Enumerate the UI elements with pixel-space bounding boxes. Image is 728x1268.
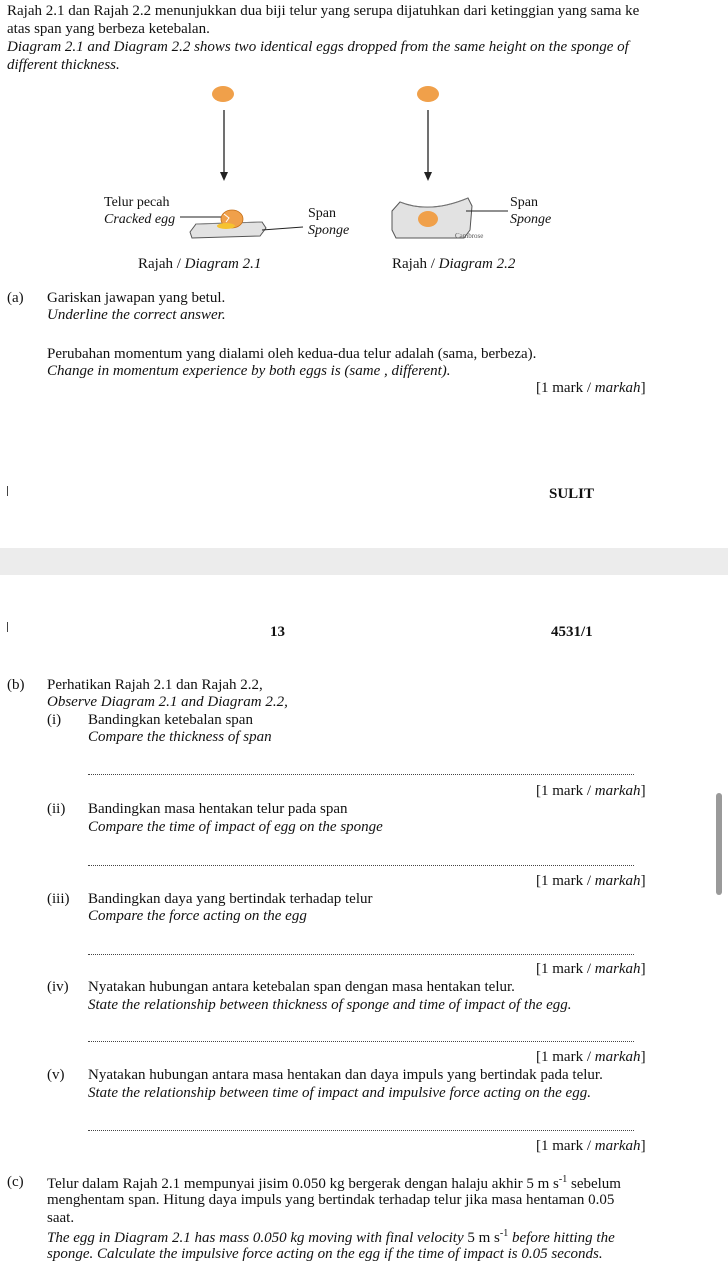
part-b-v-num: (v) — [47, 1067, 65, 1083]
page-edge-mark — [7, 486, 8, 496]
part-c-label: (c) — [7, 1174, 24, 1190]
sulit-footer: SULIT — [549, 486, 595, 502]
part-b-iii-num: (iii) — [47, 891, 70, 907]
label-left-sponge: Sponge — [308, 223, 350, 238]
part-c-bm-line2: menghentam span. Hitung daya impuls yang bertindak terhadap telur jika masa hentaman 0.05 — [47, 1192, 615, 1208]
part-b-ii-mark: [1 mark / markah] — [536, 873, 646, 889]
part-b-intro-bm: Perhatikan Rajah 2.1 dan Rajah 2.2, — [47, 677, 263, 693]
part-a-question-bm: Perubahan momentum yang dialami oleh kedua-dua telur adalah (sama, berbeza). — [47, 346, 537, 362]
part-b-iv-en: State the relationship between thickness of sponge and time of impact of the egg. — [88, 997, 572, 1013]
part-a-question-en: Change in momentum experience by both eggs is (same , different). — [47, 363, 451, 379]
intro-en-line1: Diagram 2.1 and Diagram 2.2 shows two identical eggs dropped from the same height on the sponge of — [7, 39, 629, 55]
falling-egg-right — [417, 86, 439, 102]
part-a-label: (a) — [7, 290, 24, 306]
intro-bm-line1: Rajah 2.1 dan Rajah 2.2 menunjukkan dua biji telur yang serupa dijatuhkan dari ketinggian yang sama ke — [7, 3, 640, 19]
label-right-span: Span — [510, 195, 538, 210]
caption-diagram-2-2: Rajah / Diagram 2.2 — [392, 256, 516, 272]
part-b-v-bm: Nyatakan hubungan antara masa hentakan dan daya impuls yang bertindak pada telur. — [88, 1067, 603, 1083]
intact-egg — [418, 211, 438, 227]
caption-diagram-2-1: Rajah / Diagram 2.1 — [138, 256, 262, 272]
part-b-iv-mark: [1 mark / markah] — [536, 1049, 646, 1065]
part-b-ii-en: Compare the time of impact of egg on the sponge — [88, 819, 383, 835]
answer-line-b-iv[interactable] — [88, 1041, 634, 1042]
part-b-label: (b) — [7, 677, 25, 693]
label-left-span: Span — [308, 206, 336, 221]
label-cracked-egg: Cracked egg — [104, 212, 176, 227]
part-c-bm-line3: saat. — [47, 1210, 75, 1226]
part-b-ii-bm: Bandingkan masa hentakan telur pada span — [88, 801, 348, 817]
label-right-sponge: Sponge — [510, 212, 552, 227]
part-b-iii-mark: [1 mark / markah] — [536, 961, 646, 977]
falling-egg-left — [212, 86, 234, 102]
part-c-bm-line1: Telur dalam Rajah 2.1 mempunyai jisim 0.050 kg bergerak dengan halaju akhir 5 m $s^{-1}$ sebelum — [47, 1174, 621, 1192]
scrollbar-thumb[interactable] — [716, 793, 722, 895]
part-b-ii-num: (ii) — [47, 801, 66, 817]
page-gap — [0, 548, 728, 575]
drop-arrowhead-left — [220, 172, 228, 181]
page-edge-mark-top — [7, 622, 8, 632]
answer-line-b-ii[interactable] — [88, 865, 634, 866]
intro-bm-line2: atas span yang berbeza ketebalan. — [7, 21, 210, 37]
sponge-brand: Cambrose — [455, 232, 484, 240]
pointer-left-sponge — [262, 227, 303, 230]
part-a-instruction-bm: Gariskan jawapan yang betul. — [47, 290, 226, 306]
part-b-iii-en: Compare the force acting on the egg — [88, 908, 307, 924]
label-telur-pecah: Telur pecah — [104, 195, 170, 210]
paper-code: 4531/1 — [551, 624, 593, 640]
part-c-en-line2: sponge. Calculate the impulsive force acting on the egg if the time of impact is 0.05 seconds. — [47, 1246, 603, 1262]
part-b-i-num: (i) — [47, 712, 62, 728]
egg-drop-diagram — [0, 78, 728, 278]
part-c-en-line1: The egg in Diagram 2.1 has mass 0.050 kg moving with final velocity 5 m $s^{-1}$ before hitting the — [47, 1228, 615, 1246]
intro-en-line2: different thickness. — [7, 57, 120, 73]
part-a-mark: [1 mark / markah] — [536, 380, 646, 396]
part-b-iv-num: (iv) — [47, 979, 69, 995]
part-b-v-mark: [1 mark / markah] — [536, 1138, 646, 1154]
part-b-iv-bm: Nyatakan hubungan antara ketebalan span dengan masa hentakan telur. — [88, 979, 515, 995]
part-b-v-en: State the relationship between time of impact and impulsive force acting on the egg. — [88, 1085, 591, 1101]
answer-line-b-i[interactable] — [88, 774, 634, 775]
part-b-intro-en: Observe Diagram 2.1 and Diagram 2.2, — [47, 694, 288, 710]
part-a-instruction-en: Underline the correct answer. — [47, 307, 226, 323]
part-b-i-bm: Bandingkan ketebalan span — [88, 712, 253, 728]
part-b-i-mark: [1 mark / markah] — [536, 783, 646, 799]
drop-arrowhead-right — [424, 172, 432, 181]
part-b-i-en: Compare the thickness of span — [88, 729, 272, 745]
answer-line-b-iii[interactable] — [88, 954, 634, 955]
part-b-iii-bm: Bandingkan daya yang bertindak terhadap telur — [88, 891, 373, 907]
answer-line-b-v[interactable] — [88, 1130, 634, 1131]
page-number: 13 — [270, 624, 285, 640]
